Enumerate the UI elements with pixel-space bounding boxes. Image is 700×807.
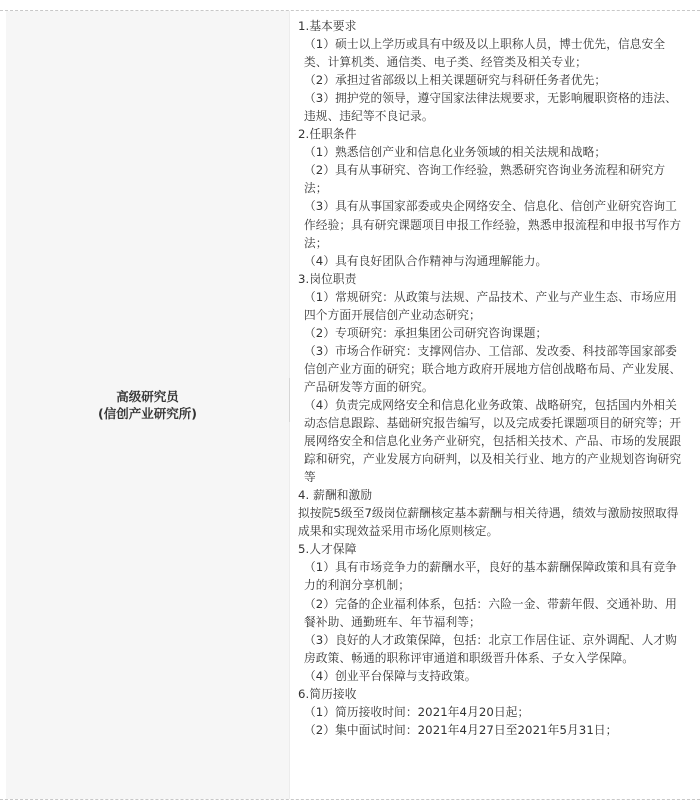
list-item: （2）集中面试时间：2021年4月27日至2021年5月31日； [304, 722, 618, 737]
list-item: （3）拥护党的领导，遵守国家法律法规要求，无影响履职资格的违法、违规、违纪等不良记录。 [304, 91, 677, 124]
list-item: （2）完备的企业福利体系，包括：六险一金、带薪年假、交通补助、用餐补助、通勤班车、年节福利等； [304, 596, 677, 629]
section-heading: 1.基本要求 [298, 19, 357, 33]
job-description [298, 17, 688, 739]
list-item: （3）良好的人才政策保障，包括：北京工作居住证、京外调配、人才购房政策、畅通的职称评审通道和职级晋升体系、子女入学保障。 [304, 632, 677, 665]
paragraph: 拟按院5级至7级岗位薪酬核定基本薪酬与相关待遇，绩效与激励按照取得成果和实现效益采用市场化原则核定。 [298, 506, 679, 539]
list-item: （1）硕士以上学历或具有中级及以上职称人员，博士优先，信息安全类、计算机类、通信类、电子类、经管类及相关专业； [304, 37, 666, 70]
list-item: （1）熟悉信创产业和信息化业务领域的相关法规和战略； [304, 145, 607, 160]
position-department: (信创产业研究所) [98, 406, 197, 421]
list-item: （2）承担过省部级以上相关课题研究与科研任务者优先； [304, 73, 607, 88]
section-heading: 6.简历接收 [298, 686, 357, 701]
list-item: （3）市场合作研究：支撑网信办、工信部、发改委、科技部等国家部委信创产业方面的研究；联合地方政府开展地方信创战略布局、产业发展、产品研发等方面的研究。 [304, 343, 682, 394]
section-heading: 5.人才保障 [298, 542, 357, 557]
list-item: （1）具有市场竞争力的薪酬水平，良好的基本薪酬保障政策和具有竞争力的利润分享机制； [304, 560, 677, 593]
cell-divider-mark [289, 378, 290, 422]
section-heading: 3.岗位职责 [298, 271, 357, 286]
section-heading: 2.任职条件 [298, 127, 357, 142]
list-item: （1）简历接收时间：2021年4月20日起； [304, 704, 530, 719]
list-item: （4）具有良好团队合作精神与沟通理解能力。 [304, 253, 548, 268]
section-heading: 4. 薪酬和激励 [298, 488, 373, 503]
position-title-block [6, 388, 289, 422]
list-item: （2）具有从事研究、咨询工作经验，熟悉研究咨询业务流程和研究方法； [304, 163, 666, 196]
position-title: 高级研究员 [116, 389, 179, 404]
list-item: （1）常规研究：从政策与法规、产品技术、产业与产业生态、市场应用四个方面开展信创产业动态研究； [304, 289, 677, 322]
list-item: （4）创业平台保障与支持政策。 [304, 668, 477, 683]
list-item: （2）专项研究：承担集团公司研究咨询课题； [304, 325, 548, 340]
list-item: （3）具有从事国家部委或央企网络安全、信息化、信创产业研究咨询工作经验；具有研究课题项目申报工作经验，熟悉申报流程和申报书写作方法； [304, 199, 682, 250]
table-bottom-border [0, 799, 700, 800]
list-item: （4）负责完成网络安全和信息化业务政策、战略研究，包括国内外相关动态信息跟踪、基础研究报告编写，以及完成委托课题项目的研究等；开展网络安全和信息化业务产业研究，包括相关技术、产品、市场的发展跟踪和研究，产业发展方向研判，以及相关行业、地方的产业规划咨询研究等 [304, 397, 682, 485]
